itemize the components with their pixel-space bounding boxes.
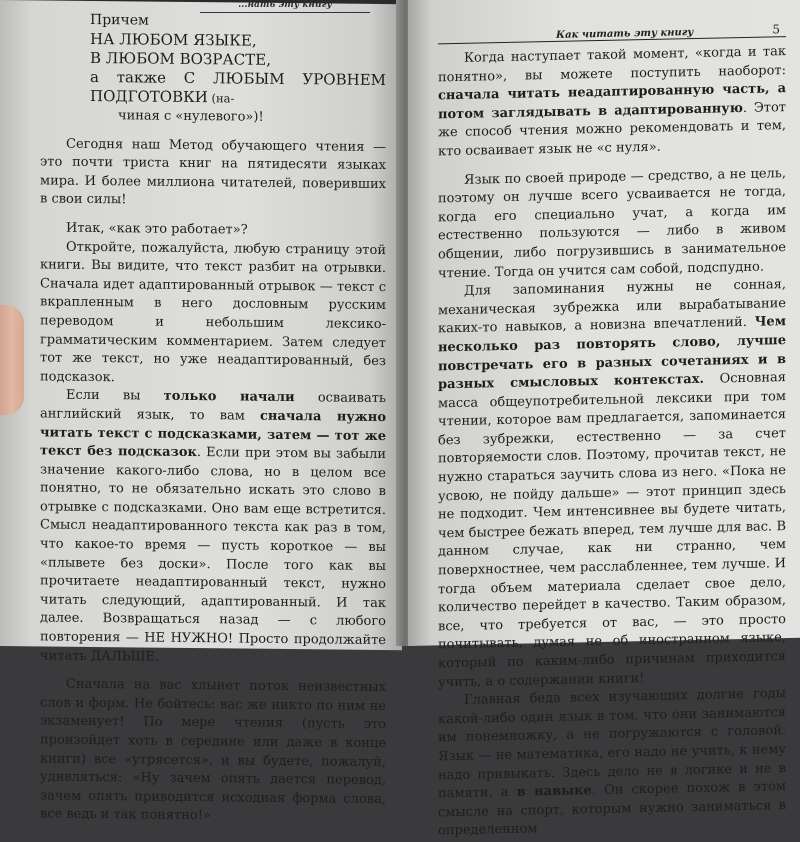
page-number: 5 [772,22,780,37]
paragraph-how: Итак, «как это работает»? [66,220,248,238]
rp1-bold-b: сначала читать неадаптированную часть, а потом заглядывать в адаптированную [438,81,786,123]
caps-line-3-main: а также С ЛЮБЫМ УРОВНЕМ ПОДГОТОВКИ [90,67,386,107]
left-page [0,0,402,824]
caps-line-1: НА ЛЮБОМ ЯЗЫКЕ, [90,29,257,50]
paragraph-memorizing [438,276,786,692]
paragraph-stream: Сначала на вас хлынет поток неизвестных слов и форм. Не бойтесь: вас же никто по ним не экзаменует! По мере чтения (пусть это произойдет хоть в середине или даже в конце книги) все «утрясется», и вы будете, пожалуй, удивляться: «Ну зачем опять дается перевод, зачем опять приводится исходная форма слова, все ведь и так понятно!» [40,676,386,824]
caps-line-3-tail: (на- [207,91,235,106]
running-head: Как читать эту книгу [556,27,694,41]
p4-text-a: Если вы [66,388,164,405]
opener-text: Причем [90,11,149,29]
caps-line-3 [90,68,386,110]
p4-bold-d: сначала нужно читать текст с подсказками, затем — тот же текст без подсказок [40,408,386,461]
paragraph-main-trouble [438,685,786,841]
right-page [408,0,800,839]
left-running-head: ...нать эту книгу [200,0,370,13]
caps-line-2: В ЛЮБОМ ВОЗРАСТЕ, [90,48,271,69]
p4-bold-b: только начали [163,389,295,406]
rp3-bold-b: Чем несколько раз повторять слово, лучше повстречать его в разных сочетаниях и в разных смысловых контекстах. [438,314,786,393]
p4-text-e: . Если при этом вы забыли значение какого-либо слова, но в целом все понятно, то не обязательно искать это слово в отрывке с подсказками. Оно вам еще встретится. Смысл неадаптированного текста как раз в том, что какое-то время — пусть короткое — вы «плывете без доски». После того как вы прочитаете неадаптированный текст, нужно читать следующий, адаптированный. И так далее. Возвращаться назад — с любого повторения — НЕ НУЖНО! Просто продолжайте читать ДАЛЬШЕ. [40,445,386,665]
p4-text-c: осваивать английский язык, то вам [40,390,386,424]
caps-line-4: чиная с «нулевого»)! [118,108,264,125]
paragraph-reverse [438,43,786,162]
rp4-bold-b: в навыке [516,783,592,800]
paragraph-intro: Сегодня наш Метод обучающего чтения — это почти триста книг на пятидесяти языках мира. И более миллиона читателей, поверивших в свои силы! [40,136,386,208]
rp1-text-a: Когда наступает такой момент, «когда и так понятно», вы можете поступить наоборот: [438,44,786,85]
paragraph-open-book: Откройте, пожалуйста, любую страницу этой книги. Вы видите, что текст разбит на отрывки. Сначала идет адаптированный отрывок — текст с вкрапленным в него дословным русским переводом и небольшим лексико-грамматическим комментарием. Затем следует тот же текст, но уже неадаптированный, без подсказок. [40,239,386,385]
rp4-text-a: Главная беда всех изучающих долгие годы какой-либо один язык в том, что они занимаются им понемножку, а не погружаются с головой. Язык — не математика, его надо не учить, к нему надо привыкать. Здесь дело не в логике и не в памяти, а [438,686,786,802]
right-page-header [438,18,786,44]
rp1-text-c: . Этот же способ чтения можно рекомендовать и тем, кто осваивает язык не «с нуля». [438,99,786,160]
rp3-text-a: Для запоминания нужны не сонная, механическая зубрежка или вырабатывание каких-то навыков, а новизна впечатлений. [438,277,786,337]
paragraph-beginners [40,387,386,670]
rp4-text-c: . Он скорее похож в этом смысле на спорт, которым нужно заниматься в определенном [438,779,786,839]
thumb [0,305,24,415]
paragraph-language-nature: Язык по своей природе — средство, а не цель, поэтому он лучше всего усваивается не тогда, когда его специально учат, а когда им естественно пользуются — либо в живом общении, либо погрузившись в занимательное чтение. Тогда он учится сам собой, подспудно. [438,165,786,281]
rp3-text-c: Основная масса общеупотребительной лексики при том чтении, которое вам предлагается, запоминается без зубрежки, естественно — за счет повторяемости слов. Поэтому, прочитав текст, не нужно стараться заучить слова из него. «Пока не усвою, не пойду дальше» — этот принцип здесь не подходит. Чем интенсивнее вы будете читать, чем быстрее бежать вперед, тем лучше для вас. В данном случае, как ни странно, чем поверхностнее, чем расслабленнее, тем лучше. И тогда объем материала сделает свое дело, количество перейдет в качество. Таким образом, все, что требуется от вас, — это просто почитывать, думая не об иностранном языке, который по каким-либо причинам приходится учить, а о содержании книги! [438,370,786,690]
